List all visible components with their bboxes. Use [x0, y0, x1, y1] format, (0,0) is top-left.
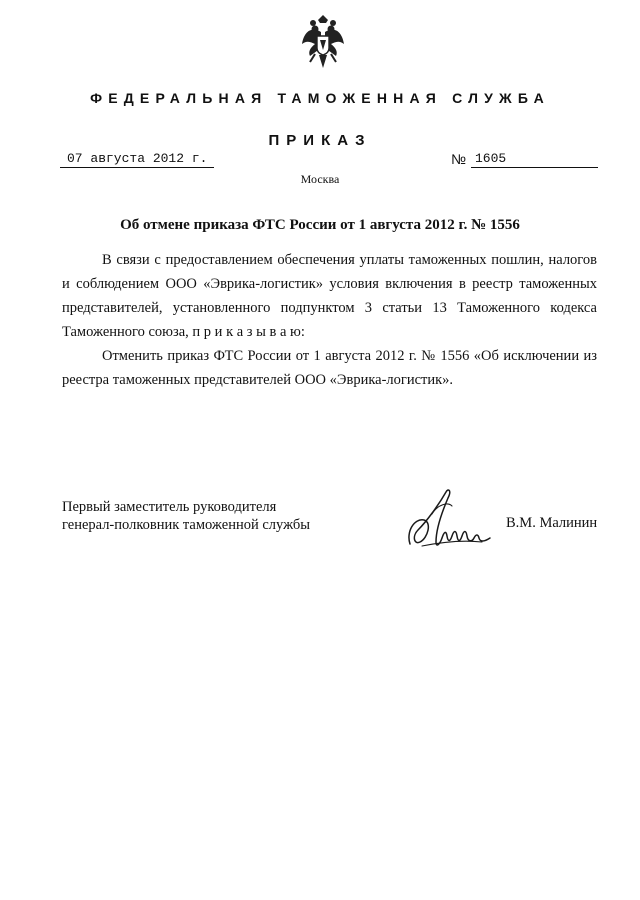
coat-of-arms-icon	[301, 14, 345, 70]
order-number-block	[451, 151, 507, 168]
signatory-name: В.М. Малинин	[506, 515, 598, 531]
signatory-position-line-1: Первый заместитель руководителя	[62, 499, 277, 515]
order-number: 1605	[471, 151, 598, 168]
order-date: 07 августа 2012 г.	[60, 151, 214, 168]
agency-name: ФЕДЕРАЛЬНАЯ ТАМОЖЕННАЯ СЛУЖБА	[90, 90, 550, 106]
body-paragraph-1: В связи с предоставлением обеспечения уплаты таможенных пошлин, налогов и соблюдением ООО «Эврика-логистик» условия включения в реестр таможенных представителей, установленного подпунктом 3 статьи 13 Таможенного кодекса Таможенного союза, п р и к а з ы в а ю:	[62, 252, 597, 340]
body-paragraph-2: Отменить приказ ФТС России от 1 августа 2012 г. № 1556 «Об исключении из реестра таможенных представителей ООО «Эврика-логистик».	[62, 348, 597, 388]
city: Москва	[300, 172, 340, 186]
document-type: ПРИКАЗ	[268, 132, 372, 149]
number-sign: №	[451, 151, 467, 167]
signatory-position-line-2: генерал-полковник таможенной службы	[62, 517, 311, 533]
order-title: Об отмене приказа ФТС России от 1 августа 2012 г. № 1556	[120, 217, 520, 233]
handwritten-signature-icon	[402, 484, 494, 568]
order-body	[62, 248, 597, 392]
signatory-position	[62, 498, 310, 534]
